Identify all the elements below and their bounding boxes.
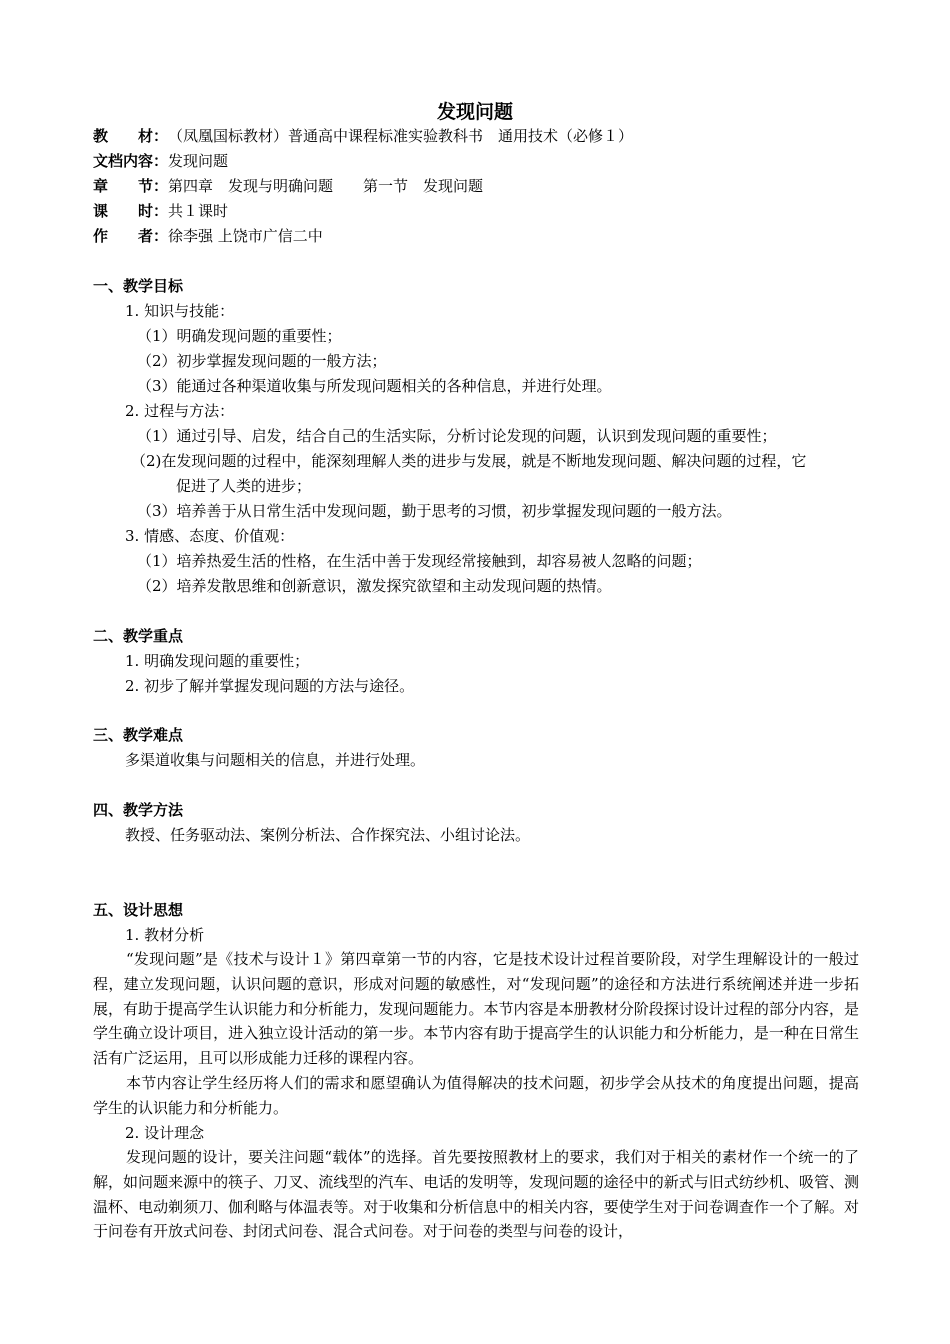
list-item: 2. 初步了解并掌握发现问题的方法与途径。 xyxy=(125,677,415,695)
subheading-textbook-analysis: 1. 教材分析 xyxy=(125,926,205,944)
meta-label: 作 者： xyxy=(93,227,169,245)
paragraph: “发现问题”是《技术与设计１》第四章第一节的内容，它是技术设计过程首要阶段，对学生理解设计的一般过程，建立发现问题，认识问题的意识，形成对问题的敏感性，对“发现问题”的途径和方法进行系统阐述并进一步拓展，有助于提高学生认识能力和分析能力，发现问题能力。本节内容是本册教材分阶段探讨设计过程的部分内容，是学生确立设计项目，进入独立设计活动的第一步。本节内容有助于提高学生的认识能力和分析能力，是一种在日常生活有广泛运用，且可以形成能力迁移的课程内容。 xyxy=(93,950,859,1068)
list-item: （2）初步掌握发现问题的一般方法； xyxy=(137,352,387,370)
list-item: （3）培养善于从日常生活中发现问题，勤于思考的习惯，初步掌握发现问题的一般方法。 xyxy=(137,502,732,520)
list-item: （2)在发现问题的过程中，能深刻理解人类的进步与发展，就是不断地发现问题、解决问题的过程，它 xyxy=(131,452,807,470)
meta-label: 文档内容： xyxy=(93,152,169,170)
section-heading-methods: 四、教学方法 xyxy=(93,801,184,819)
meta-value: 徐李强 上饶市广信二中 xyxy=(168,227,323,245)
list-item: （1）通过引导、启发，结合自己的生活实际，分析讨论发现的问题，认识到发现问题的重要性； xyxy=(137,427,777,445)
meta-row-textbook xyxy=(93,126,633,146)
list-item: （1）培养热爱生活的性格，在生活中善于发现经常接触到，却容易被人忽略的问题； xyxy=(137,552,702,570)
body-text: 教授、任务驱动法、案例分析法、合作探究法、小组讨论法。 xyxy=(125,826,531,844)
list-item: 1. 明确发现问题的重要性； xyxy=(125,652,310,670)
section-heading-design: 五、设计思想 xyxy=(93,901,184,919)
list-item: （2）培养发散思维和创新意识，激发探究欲望和主动发现问题的热情。 xyxy=(137,577,612,595)
meta-row-hours xyxy=(93,201,228,221)
meta-label: 章 节： xyxy=(93,177,169,195)
subheading-knowledge: 1. 知识与技能： xyxy=(125,302,235,320)
body-text: 多渠道收集与问题相关的信息，并进行处理。 xyxy=(125,751,426,769)
section-heading-difficulties: 三、教学难点 xyxy=(93,726,184,744)
section-heading-objectives: 一、教学目标 xyxy=(93,277,184,295)
list-item-continuation: 促进了人类的进步； xyxy=(176,477,312,495)
meta-row-content xyxy=(93,151,228,171)
list-item: （3）能通过各种渠道收集与所发现问题相关的各种信息，并进行处理。 xyxy=(137,377,612,395)
meta-label: 课 时： xyxy=(93,202,169,220)
paragraph: 本节内容让学生经历将人们的需求和愿望确认为值得解决的技术问题，初步学会从技术的角度提出问题，提高学生的认识能力和分析能力。 xyxy=(93,1074,859,1117)
meta-row-chapter xyxy=(93,176,483,196)
meta-label: 教 材： xyxy=(93,127,169,145)
meta-value: 发现问题 xyxy=(168,152,229,170)
subheading-design-concept: 2. 设计理念 xyxy=(125,1124,205,1142)
document-title: 发现问题 xyxy=(436,101,513,123)
subheading-process: 2. 过程与方法： xyxy=(125,402,235,420)
meta-row-author xyxy=(93,226,323,246)
list-item: （1）明确发现问题的重要性； xyxy=(137,327,342,345)
meta-value: 共１课时 xyxy=(168,202,229,220)
meta-value: 第四章 发现与明确问题 第一节 发现问题 xyxy=(168,177,484,195)
section-heading-key-points: 二、教学重点 xyxy=(93,627,184,645)
paragraph: 发现问题的设计，要关注问题“载体”的选择。首先要按照教材上的要求，我们对于相关的素材作一个统一的了解，如问题来源中的筷子、刀叉、流线型的汽车、电话的发明等，发现问题的途径中的新式与旧式纺纱机、吸管、测温杯、电动剃须刀、伽利略与体温表等。对于收集和分析信息中的相关内容，要使学生对于问卷调查作一个了解。对于问卷有开放式问卷、封闭式问卷、混合式问卷。对于问卷的类型与问卷的设计， xyxy=(93,1148,859,1241)
subheading-attitude: 3. 情感、态度、价值观： xyxy=(125,527,295,545)
meta-value: （凤凰国标教材）普通高中课程标准实验教科书 通用技术（必修１） xyxy=(168,127,634,145)
